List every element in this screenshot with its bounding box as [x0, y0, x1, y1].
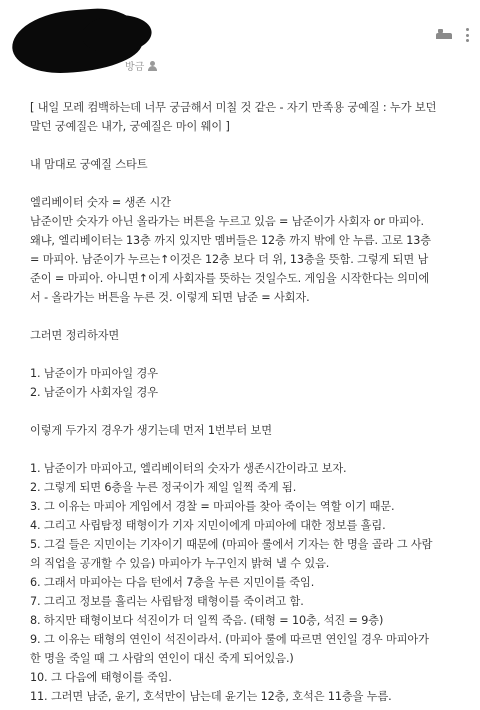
intro-line: 말던 궁예질은 내가, 궁예질은 마이 웨이 ] — [30, 120, 230, 133]
step-line: 4. 그리고 사립탐정 태형이가 기자 지민이에게 마피아에 대한 정보를 흘림. — [30, 519, 386, 532]
step-line: 3. 그 이유는 마피아 게임에서 경찰 = 마피아를 찾아 죽이는 역할 이기 때문. — [30, 500, 395, 513]
step-line: 8. 하지만 태형이보다 석진이가 더 일찍 죽음. (태형 = 10층, 석진 = 9층) — [30, 614, 384, 627]
paragraph-line: 왜냐, 엘리베이터는 13층 까지 있지만 멤버들은 12층 까지 밖에 안 누름. 고로 13층 — [30, 234, 432, 247]
paragraph-line: 엘리베이터 숫자 = 생존 시간 — [30, 196, 171, 209]
header-actions — [436, 28, 470, 42]
redacted-author-scribble — [10, 6, 144, 77]
step-line: 5. 그걸 들은 지민이는 기자이기 때문에 (마피아 룰에서 기자는 한 명을 골라 그 사람 — [30, 538, 433, 551]
intro-line: [ 내일 모레 컴백하는데 너무 궁금해서 미칠 것 같은 - 자기 만족용 궁예질 : 누가 보던 — [30, 101, 437, 114]
paragraph-line: 남준이만 숫자가 아닌 올라가는 버튼을 누르고 있음 = 남준이가 사회자 or 마피아. — [30, 215, 424, 228]
step-line: 7. 그리고 정보를 흘리는 사립탐정 태형이를 죽이려고 함. — [30, 595, 304, 608]
case-item: 1. 남준이가 마피아일 경우 — [30, 367, 158, 380]
post-header — [0, 0, 480, 90]
step-line: 한 명을 죽일 때 그 사람의 연인이 대신 죽게 되어있음.) — [30, 652, 294, 665]
paragraph-line: = 마피아. 남준이가 누르는↑이것은 12층 보다 더 위, 13층을 뜻함. 그렇게 되면 남 — [30, 253, 429, 266]
step-line: 의 직업을 공개할 수 있음) 마피아가 누구인지 밝혀 낼 수 있음. — [30, 557, 330, 570]
step-line: 1. 남준이가 마피아고, 엘리베이터의 숫자가 생존시간이라고 보자. — [30, 462, 347, 475]
post-time: 방금 — [125, 62, 145, 73]
step-line: 2. 그렇게 되면 6층을 누른 정국이가 제일 일찍 죽게 됨. — [30, 481, 297, 494]
people-icon — [148, 61, 160, 71]
summary-intro: 그러면 정리하자면 — [30, 329, 120, 342]
start-line: 내 맘대로 궁예질 스타트 — [30, 158, 148, 171]
step-line: 11. 그러면 남준, 윤기, 호석만이 남는데 윤기는 12층, 호석은 11층을 누름. — [30, 690, 392, 703]
more-options-icon[interactable] — [466, 28, 470, 42]
bed-icon[interactable] — [436, 29, 452, 41]
post-meta — [125, 58, 160, 73]
step-line: 9. 그 이유는 태형의 연인이 석진이라서. (마피아 룰에 따르면 연인일 경우 마피아가 — [30, 633, 429, 646]
step-line: 10. 그 다음에 태형이를 죽임. — [30, 671, 172, 684]
paragraph-line: 서 - 올라가는 버튼을 누른 것. 이렇게 되면 남준 = 사회자. — [30, 291, 310, 304]
case-item: 2. 남준이가 사회자일 경우 — [30, 386, 158, 399]
paragraph-line: 준이 = 마피아. 아니면↑이게 사회자를 뜻하는 것일수도. 게임을 시작한다는 의미에 — [30, 272, 430, 285]
step-line: 6. 그래서 마피아는 다음 턴에서 7층을 누른 지민이를 죽임. — [30, 576, 315, 589]
case-intro: 이렇게 두가지 경우가 생기는데 먼저 1번부터 보면 — [30, 424, 272, 437]
post-body — [30, 98, 470, 706]
